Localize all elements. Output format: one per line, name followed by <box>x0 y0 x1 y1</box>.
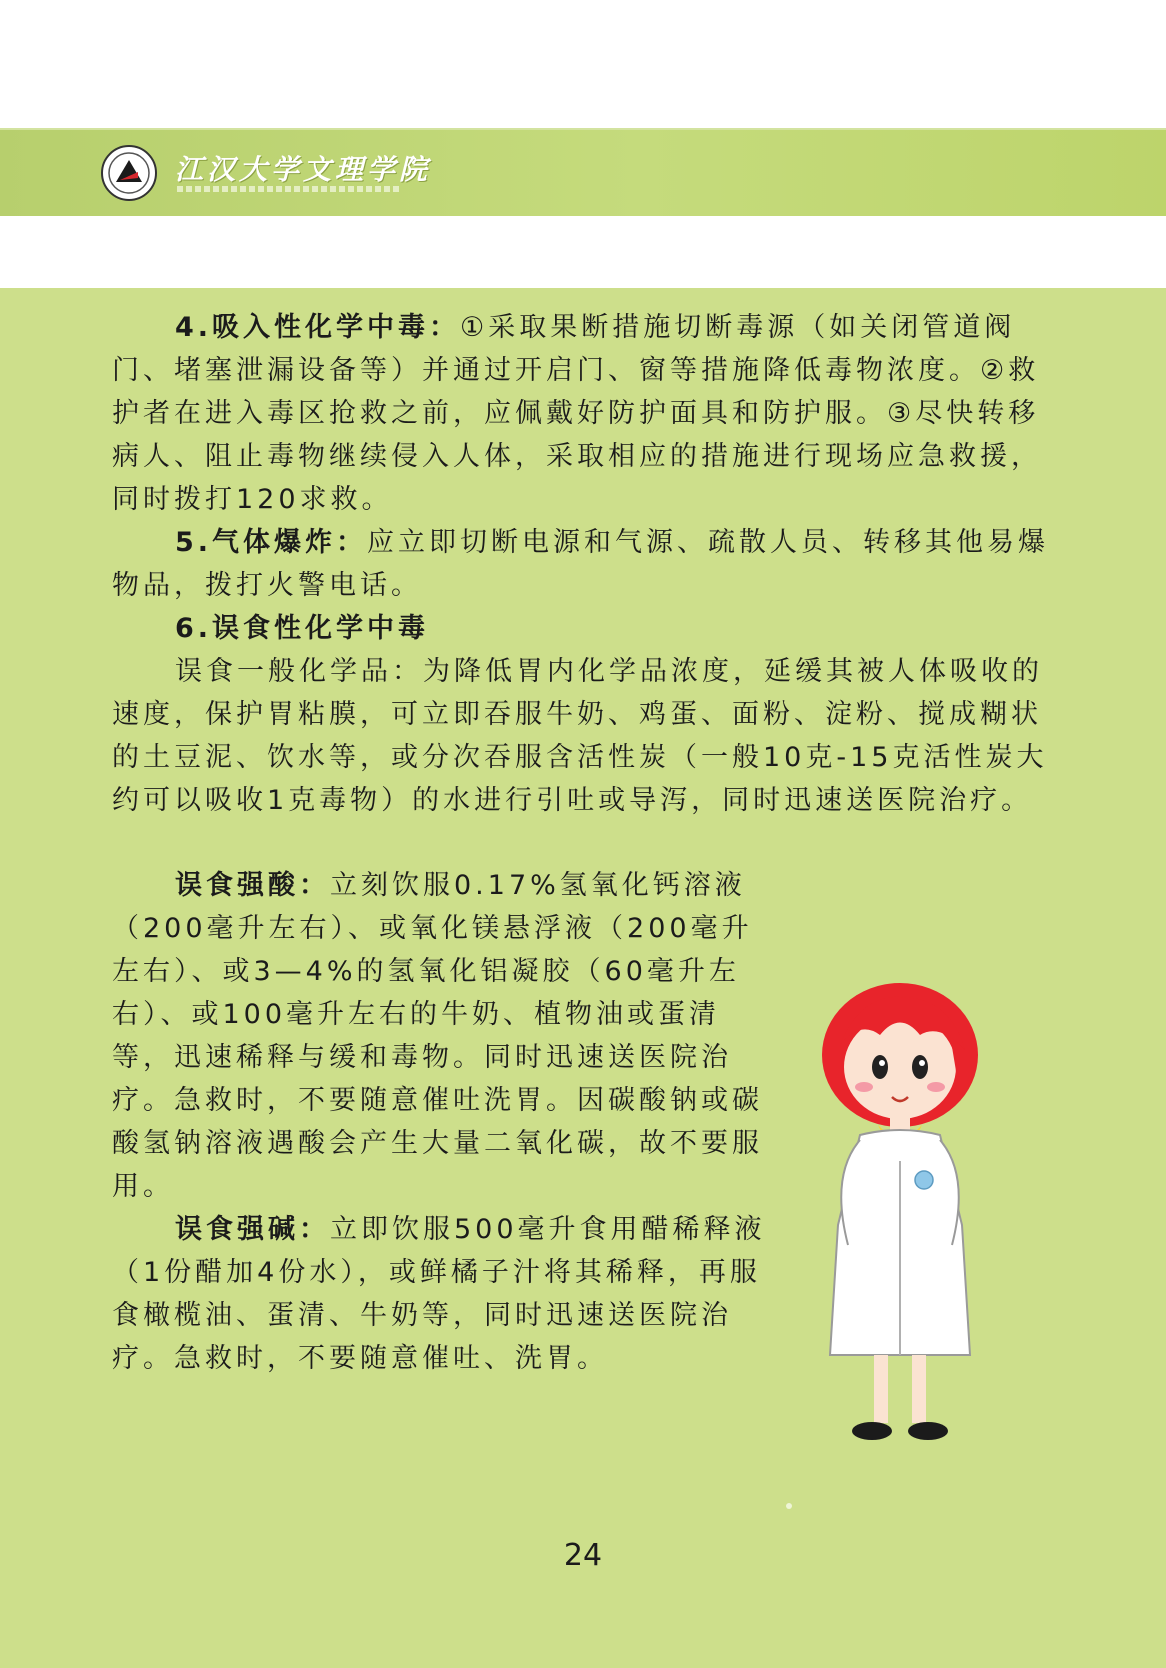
text-inhalation: ①采取果断措施切断毒源（如关闭管道阀门、堵塞泄漏设备等）并通过开启门、窗等措施降低毒物浓度。②救护者在进入毒区抢救之前，应佩戴好防护面具和防护服。③尽快转移病人、阻止毒物继续侵入人体，采取相应的措施进行现场应急救援，同时拨打120求救。 <box>112 312 1042 515</box>
school-name: 江汉大学文理学院 <box>175 153 432 186</box>
text-strong-base: 立即饮服500毫升食用醋稀释液（1份醋加4份水），或鲜橘子汁将其稀释，再服食橄榄油、蛋清、牛奶等，同时迅速送医院治疗。急救时，不要随意催吐、洗胃。 <box>112 1214 766 1374</box>
decorative-dot <box>786 1503 792 1509</box>
heading-strong-acid: 误食强酸： <box>175 870 330 901</box>
top-margin <box>0 0 1166 128</box>
school-english-name-decoration <box>177 186 402 192</box>
header-gap <box>0 216 1166 288</box>
heading-gas-explosion: 5.气体爆炸： <box>175 527 368 558</box>
page-number: 24 <box>563 1538 603 1573</box>
text-gas-explosion: 应立即切断电源和气源、疏散人员、转移其他易爆物品，拨打火警电话。 <box>112 527 1050 601</box>
text-general-chemicals: 误食一般化学品：为降低胃内化学品浓度，延缓其被人体吸收的速度，保护胃粘膜，可立即吞服牛奶、鸡蛋、面粉、淀粉、搅成糊状的土豆泥、饮水等，或分次吞服含活性炭（一般10克-15克活性炭大约可以吸收1克毒物）的水进行引吐或导泻，同时迅速送医院治疗。 <box>112 656 1048 816</box>
heading-strong-base: 误食强碱： <box>175 1214 330 1245</box>
section-inhalation-poisoning <box>112 306 1056 822</box>
heading-ingestion: 6.误食性化学中毒 <box>175 613 430 644</box>
cartoon-doctor-icon <box>800 975 1000 1465</box>
text-strong-acid: 立刻饮服0.17%氢氧化钙溶液（200毫升左右）、或氧化镁悬浮液（200毫升左右）、或3—4%的氢氧化铝凝胶（60毫升左右）、或100毫升左右的牛奶、植物油或蛋清等，迅速稀释与缓和毒物。同时迅速送医院治疗。急救时，不要随意催吐洗胃。因碳酸钠或碳酸氢钠溶液遇酸会产生大量二氧化碳，故不要服用。 <box>112 870 763 1202</box>
university-emblem-icon <box>100 144 158 202</box>
section-acid-base <box>112 864 774 1380</box>
header-band <box>0 128 1166 218</box>
heading-inhalation: 4.吸入性化学中毒： <box>175 312 461 343</box>
